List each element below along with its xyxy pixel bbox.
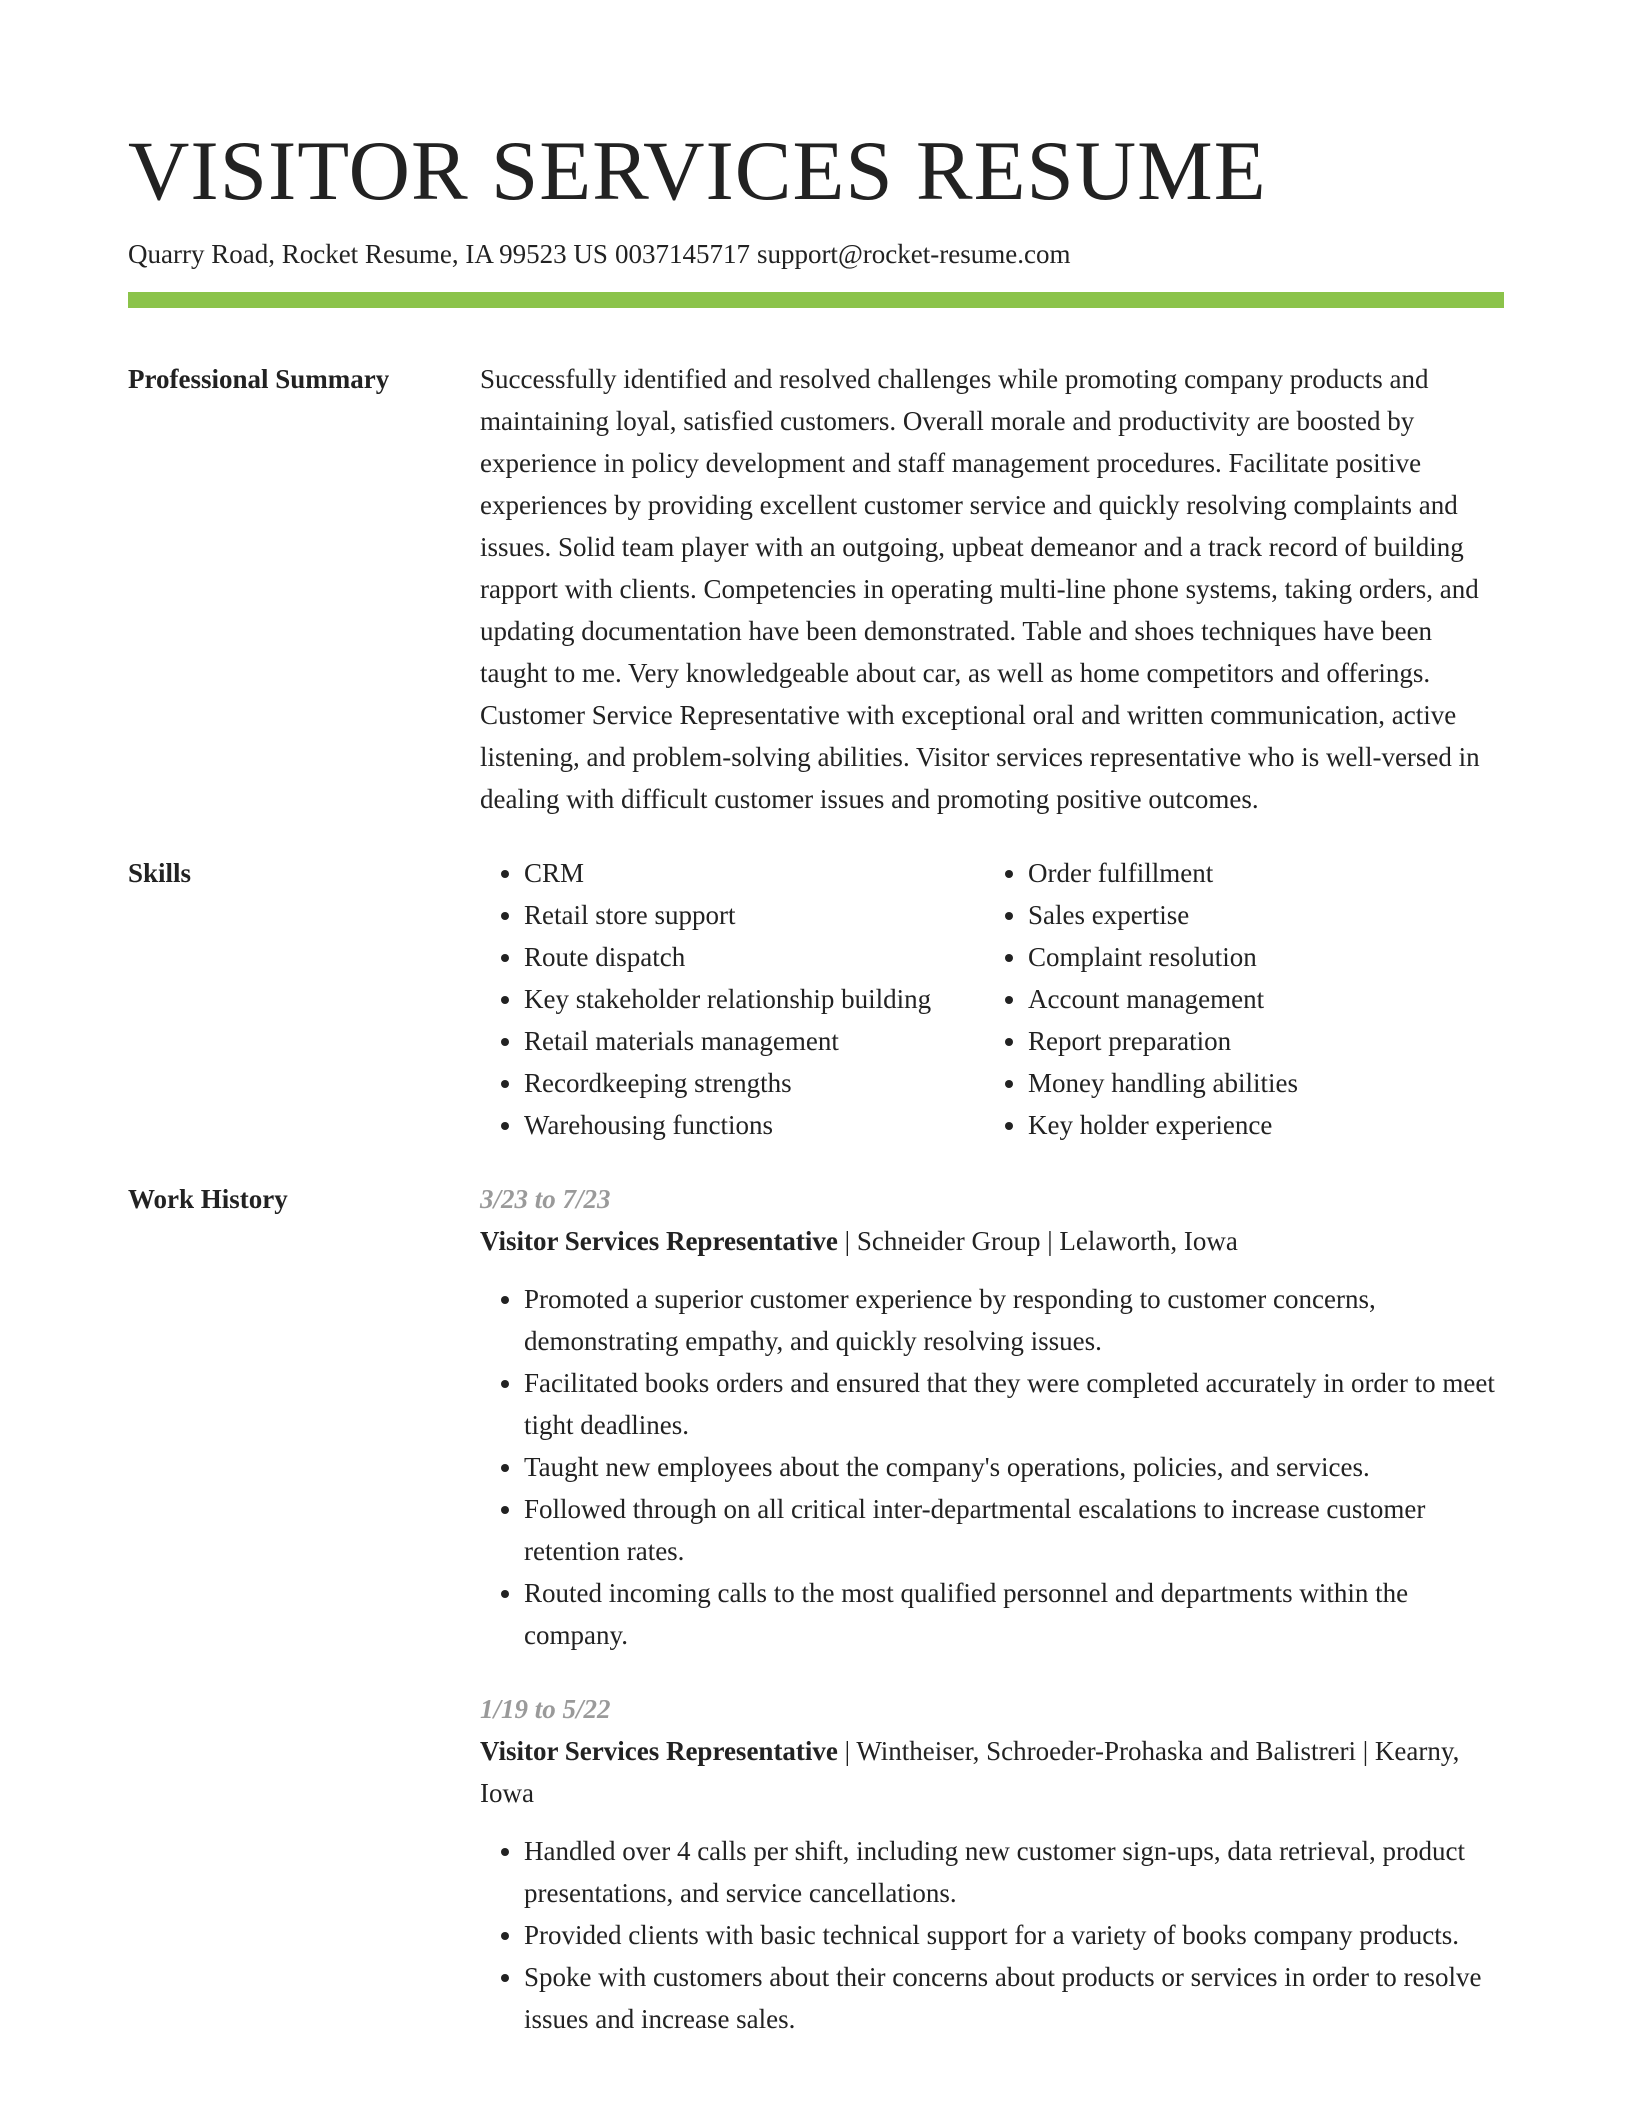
section-label-skills: Skills bbox=[128, 858, 192, 888]
resume-title: VISITOR SERVICES RESUME bbox=[128, 124, 1267, 218]
job-bullet: • Taught new employees about the company's operations, policies, and services. bbox=[524, 1446, 1504, 1488]
job-bullet: • Routed incoming calls to the most qualified personnel and departments within the company. bbox=[524, 1572, 1504, 1656]
skill-item: • Warehousing functions bbox=[524, 1104, 984, 1146]
section-label-summary: Professional Summary bbox=[128, 364, 390, 394]
contact-phone: 0037145717 bbox=[614, 239, 750, 269]
skills-list-right bbox=[984, 852, 1504, 1146]
job-employer-location: | Schneider Group | Lelaworth, Iowa bbox=[837, 1226, 1238, 1256]
skill-item: • Retail materials management bbox=[524, 1020, 984, 1062]
resume-page bbox=[128, 0, 1504, 2040]
job-title: Visitor Services Representative bbox=[480, 1736, 838, 1766]
skill-item: • Sales expertise bbox=[1028, 894, 1504, 936]
skill-item: • Order fulfillment bbox=[1028, 852, 1504, 894]
skill-item: • Key stakeholder relationship building bbox=[524, 978, 984, 1020]
contact-address: Quarry Road, Rocket Resume, IA 99523 US bbox=[128, 239, 608, 269]
skills-list-left bbox=[480, 852, 984, 1146]
skill-item: • CRM bbox=[524, 852, 984, 894]
job-bullets bbox=[480, 1278, 1504, 1656]
job-title: Visitor Services Representative bbox=[480, 1226, 838, 1256]
job-bullet: • Spoke with customers about their concerns about products or services in order to resolve issues and increase sales. bbox=[524, 1956, 1504, 2040]
contact-line bbox=[128, 236, 1504, 272]
job-entry bbox=[480, 1688, 1504, 2040]
section-skills bbox=[128, 852, 1504, 1146]
job-bullet: • Facilitated books orders and ensured that they were completed accurately in order to meet tight deadlines. bbox=[524, 1362, 1504, 1446]
job-entry bbox=[480, 1178, 1504, 1656]
skill-item: • Report preparation bbox=[1028, 1020, 1504, 1062]
job-bullet: • Promoted a superior customer experience by responding to customer concerns, demonstrating empathy, and quickly resolving issues. bbox=[524, 1278, 1504, 1362]
job-employer-location: | Wintheiser, Schroeder-Prohaska and Balistreri | Kearny, Iowa bbox=[480, 1736, 1460, 1808]
summary-text: Successfully identified and resolved challenges while promoting company products and maintaining loyal, satisfied customers. Overall morale and productivity are boosted by experience in policy development and staff management procedures. Facilitate positive experiences by providing excellent customer service and quickly resolving complaints and issues. Solid team player with an outgoing, upbeat demeanor and a track record of building rapport with clients. Competencies in operating multi-line phone systems, taking orders, and updating documentation have been demonstrated. Table and shoes techniques have been taught to me. Very knowledgeable about car, as well as home competitors and offerings. Customer Service Representative with exceptional oral and written communication, active listening, and problem-solving abilities. Visitor services representative who is well-versed in dealing with difficult customer issues and promoting positive outcomes. bbox=[480, 364, 1480, 814]
job-bullet: • Provided clients with basic technical support for a variety of books company products. bbox=[524, 1914, 1504, 1956]
section-label-work: Work History bbox=[128, 1184, 288, 1214]
accent-divider bbox=[128, 292, 1504, 308]
section-work-history bbox=[128, 1178, 1504, 2040]
job-date: 3/23 to 7/23 bbox=[480, 1184, 611, 1214]
skill-item: • Recordkeeping strengths bbox=[524, 1062, 984, 1104]
job-heading bbox=[480, 1730, 1504, 1814]
job-bullet: • Handled over 4 calls per shift, including new customer sign-ups, data retrieval, product presentations, and service cancellations. bbox=[524, 1830, 1504, 1914]
job-heading bbox=[480, 1220, 1504, 1262]
work-entries bbox=[480, 1178, 1504, 2040]
job-date: 1/19 to 5/22 bbox=[480, 1694, 611, 1724]
skill-item: • Key holder experience bbox=[1028, 1104, 1504, 1146]
section-professional-summary bbox=[128, 358, 1504, 820]
job-bullets bbox=[480, 1830, 1504, 2040]
job-bullet: • Followed through on all critical inter-departmental escalations to increase customer retention rates. bbox=[524, 1488, 1504, 1572]
skill-item: • Route dispatch bbox=[524, 936, 984, 978]
contact-email: support@rocket-resume.com bbox=[756, 239, 1071, 269]
skill-item: • Retail store support bbox=[524, 894, 984, 936]
skills-columns bbox=[480, 852, 1504, 1146]
skill-item: • Account management bbox=[1028, 978, 1504, 1020]
skill-item: • Complaint resolution bbox=[1028, 936, 1504, 978]
skill-item: • Money handling abilities bbox=[1028, 1062, 1504, 1104]
